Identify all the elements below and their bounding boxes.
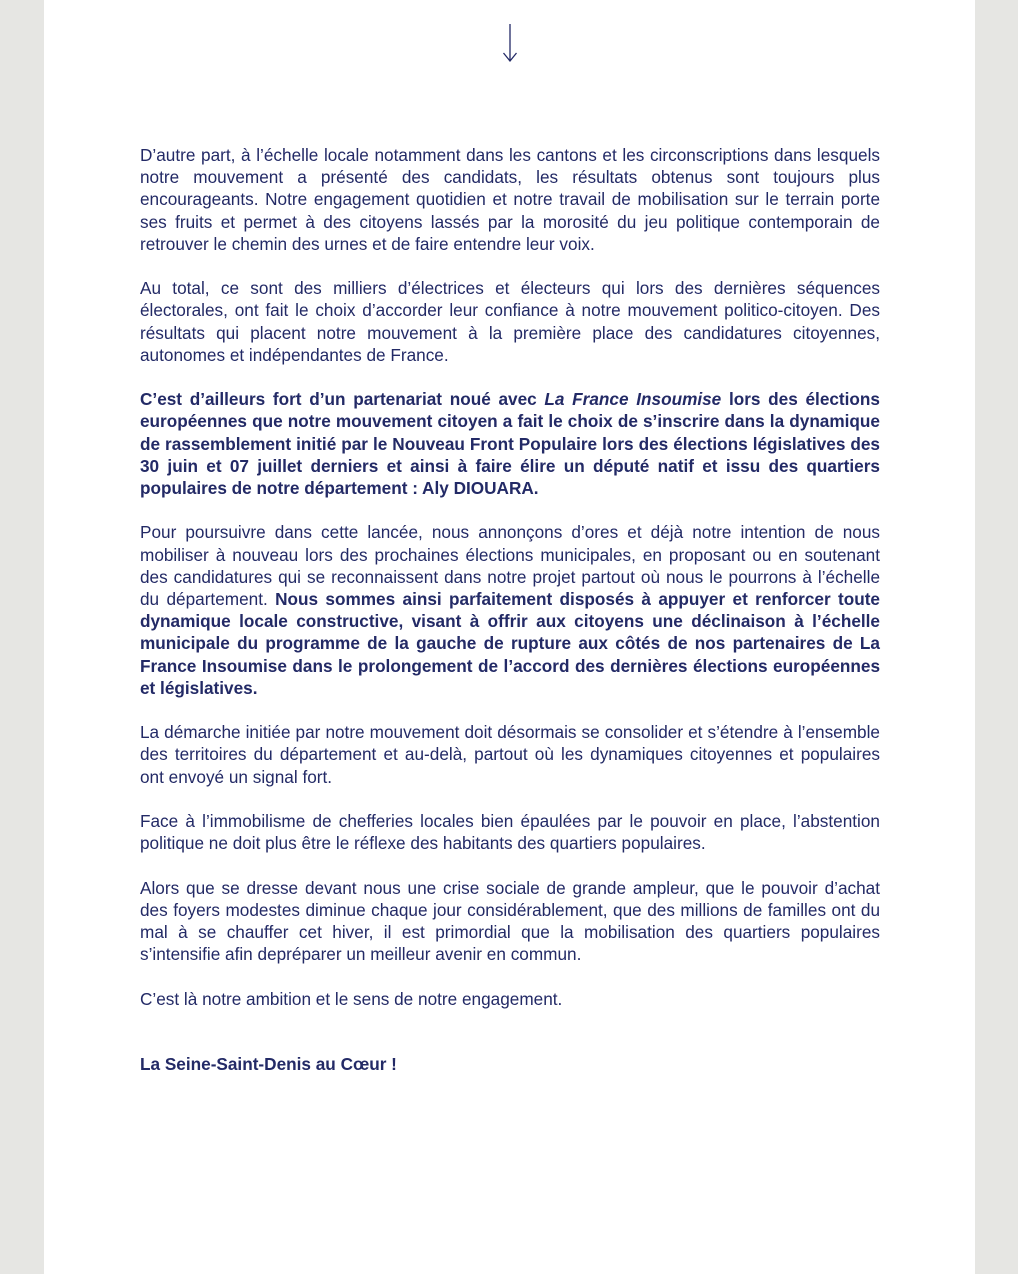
letter-body bbox=[140, 144, 880, 1032]
partner-name: La France Insoumise bbox=[544, 389, 722, 410]
paragraph-local-results: D’autre part, à l’échelle locale notamment dans les cantons et les circonscriptions dans lesquels notre mouvement a présenté des candidats, les résultats obtenus sont toujours plus encourageants. Notre engagement quotidien et notre travail de mobilisation sur le terrain porte ses fruits et permet à des citoyens lassés par la morosité du jeu politique contemporain de retrouver le chemin des urnes et de faire entendre leur voix. bbox=[140, 145, 880, 254]
closing-signature: La Seine-Saint-Denis au Cœur ! bbox=[140, 1054, 397, 1074]
paragraph-partnership bbox=[140, 388, 880, 499]
paragraph-municipal-elections bbox=[140, 521, 880, 699]
paragraph-ambition: C’est là notre ambition et le sens de notre engagement. bbox=[140, 988, 563, 1009]
paragraph-abstention: Face à l’immobilisme de chefferies locales bien épaulées par le pouvoir en place, l’abstention politique ne doit plus être le réflexe des habitants des quartiers populaires. bbox=[140, 811, 880, 854]
paragraph-electoral-total: Au total, ce sont des milliers d’électrices et électeurs qui lors des dernières séquences électorales, ont fait le choix d’accorder leur confiance à notre mouvement politico-citoyen. Des résultats qui placent notre mouvement à la première place des candidatures citoyennes, autonomes et indépendantes de France. bbox=[140, 278, 880, 365]
partnership-text-end: lors des élections européennes que notre mouvement citoyen a fait le choix de s’inscrire dans la dynamique de rassemblement initié par le Nouveau Front Populaire lors des élections législatives des 30 juin et 07 juillet derniers et ainsi à faire élire un député natif et issu des quartiers populaires de notre département : Aly DIOUARA. bbox=[140, 389, 880, 499]
document-page bbox=[44, 0, 975, 1274]
paragraph-movement-approach: La démarche initiée par notre mouvement doit désormais se consolider et s’étendre à l’ensemble des territoires du département et au-delà, partout où les dynamiques citoyennes et populaires ont envoyé un signal fort. bbox=[140, 722, 880, 787]
partnership-text-start: C’est d’ailleurs fort d’un partenariat noué avec bbox=[140, 389, 545, 410]
down-arrow-icon bbox=[44, 22, 975, 68]
municipal-text-regular: Pour poursuivre dans cette lancée, nous annonçons d’ores et déjà notre intention de nous mobiliser à nouveau lors des prochaines élections municipales, en proposant ou en soutenant des candidatures qui se reconnaissent dans notre projet partout où nous le pourrons à l’échelle du département. bbox=[140, 522, 880, 610]
municipal-text-bold: Nous sommes ainsi parfaitement disposés à appuyer et renforcer toute dynamique locale constructive, visant à offrir aux citoyens une déclinaison à l’échelle municipale du programme de la gauche de rupture aux côtés de nos partenaires de La France Insoumise dans le prolongement de l’accord des dernières élections européennes et législatives. bbox=[140, 589, 880, 698]
paragraph-social-crisis: Alors que se dresse devant nous une crise sociale de grande ampleur, que le pouvoir d’achat des foyers modestes diminue chaque jour considérablement, que des millions de familles ont du mal à se chauffer cet hiver, il est primordial que la mobilisation des quartiers populaires s’intensifie afin depréparer un meilleur avenir en commun. bbox=[140, 877, 880, 965]
